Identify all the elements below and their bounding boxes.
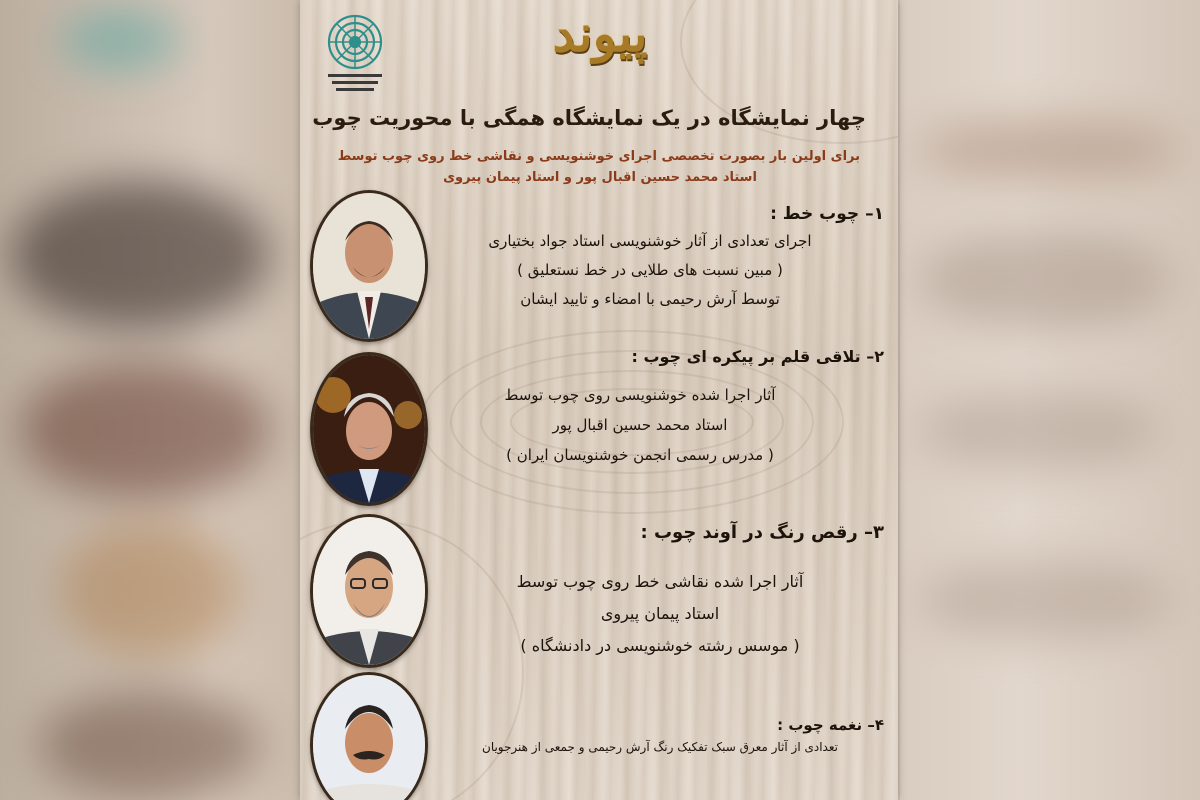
- intro-text: [337, 146, 860, 188]
- headline: چهار نمایشگاه در یک نمایشگاه همگی با محوریت چوب: [312, 106, 866, 130]
- section-2-line: آثار اجرا شده خوشنویسی روی چوب توسط: [504, 386, 776, 404]
- section-1-line: اجرای تعدادی از آثار خوشنویسی استاد جواد بختیاری: [488, 232, 812, 250]
- intro-line: استاد محمد حسین اقبال پور و استاد پیمان پیروی: [443, 170, 757, 185]
- section-4-title: ۴– نغمه چوب :: [777, 716, 884, 734]
- portrait-photo-2: [310, 352, 428, 506]
- section-3-line: ( موسس رشته خوشنویسی در دادنشگاه ): [520, 636, 800, 655]
- portrait-photo-3: [310, 514, 428, 668]
- section-2-title: ۲– تلاقی قلم بر پیکره ای چوب :: [631, 347, 884, 366]
- blurred-background-left: [0, 0, 300, 800]
- event-poster: [300, 0, 898, 800]
- intro-line: برای اولین بار بصورت تخصصی اجرای خوشنویسی و نقاشی خط روی چوب توسط: [337, 149, 860, 164]
- section-2-line: ( مدرس رسمی انجمن خوشنویسان ایران ): [506, 446, 774, 464]
- section-3-line: استاد پیمان پیروی: [600, 604, 720, 623]
- section-1-line: ( مبین نسبت های طلایی در خط نستعلیق ): [517, 261, 783, 279]
- section-1-title: ۱– چوب خط :: [770, 204, 884, 224]
- section-4-line: تعدادی از آثار معرق سبک تفکیک رنگ آرش رحیمی و جمعی از هنرجویان: [482, 740, 838, 754]
- section-3-line: آثار اجرا شده نقاشی خط روی چوب توسط: [516, 572, 804, 591]
- section-3-title: ۳– رقص رنگ در آوند چوب :: [640, 522, 884, 543]
- blurred-background-right: [900, 0, 1200, 800]
- sun-flower-logo: [320, 8, 390, 108]
- portrait-photo-1: [310, 190, 428, 342]
- section-1-line: توسط آرش رحیمی با امضاء و تایید ایشان: [520, 290, 780, 308]
- section-2-line: استاد محمد حسین اقبال پور: [552, 416, 728, 434]
- brand-title: پیوند: [552, 4, 648, 63]
